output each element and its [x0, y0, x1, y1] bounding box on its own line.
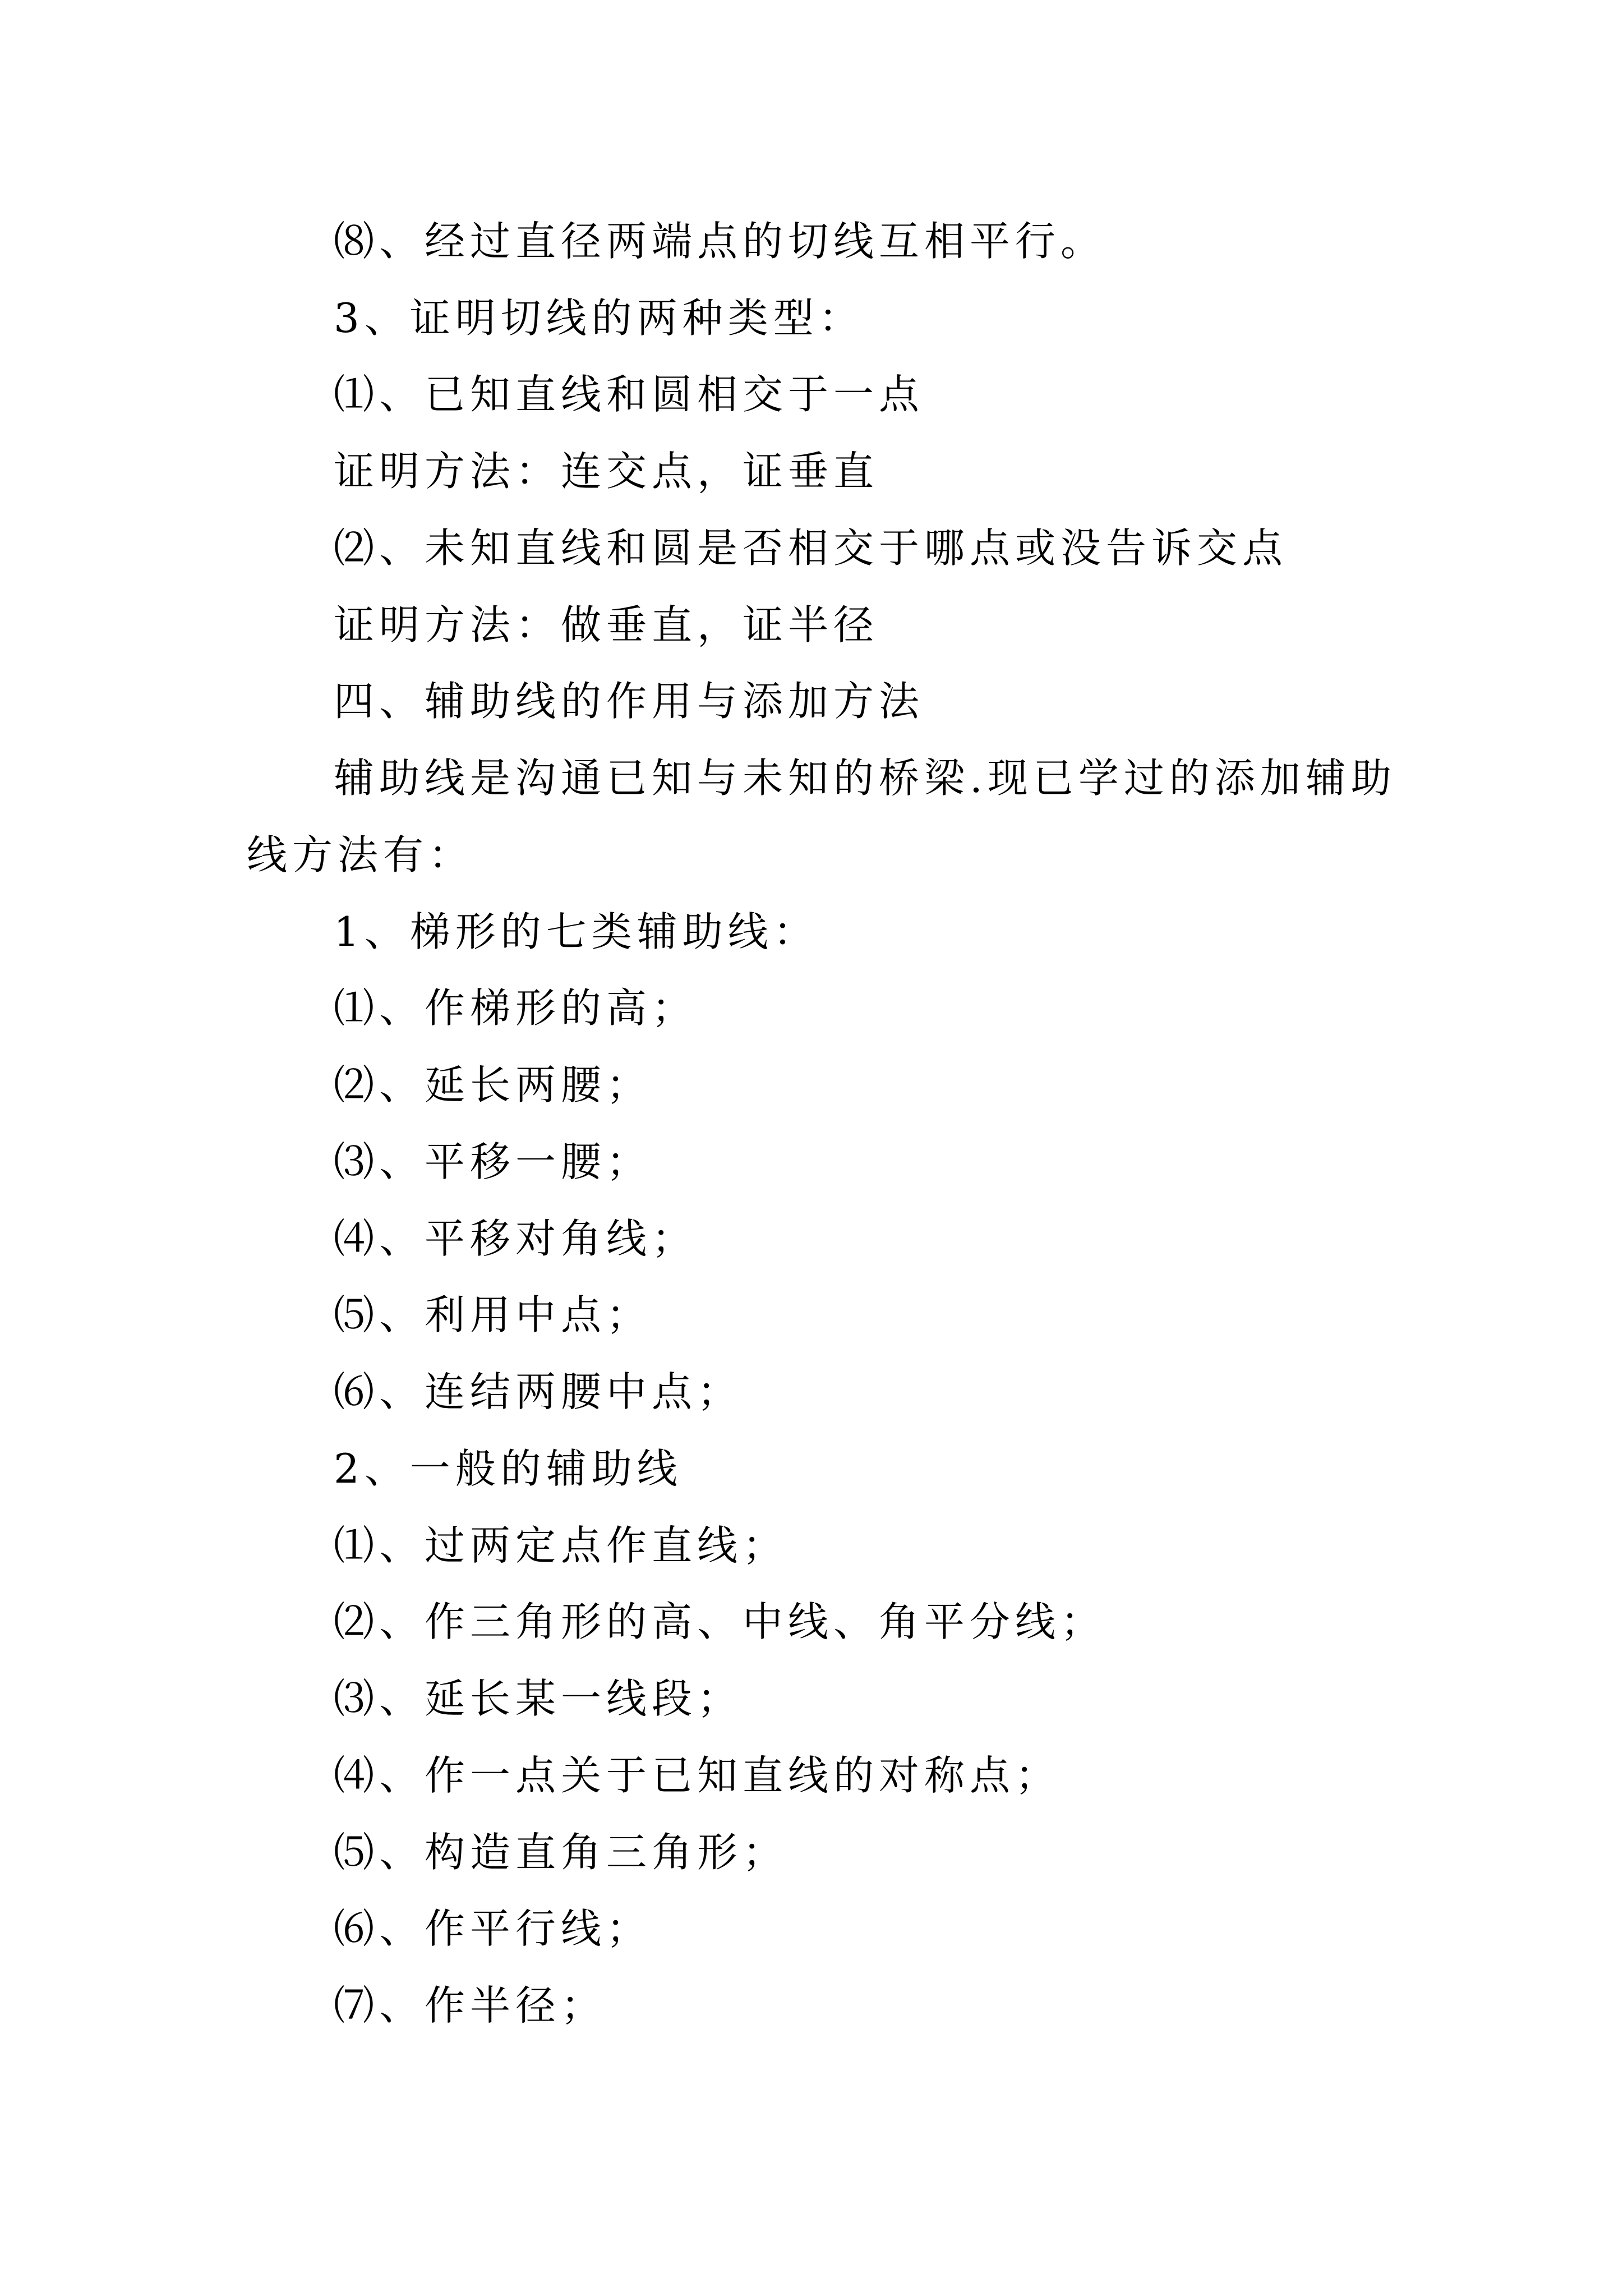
section-heading: 1、梯形的七类辅助线： [334, 908, 819, 955]
list-item: ⑴、过两定点作直线； [334, 1522, 789, 1569]
list-item: ⑵、延长两腰； [334, 1061, 652, 1108]
text-line: ⑵、未知直线和圆是否相交于哪点或没告诉交点 [334, 524, 1288, 572]
text-line: ⑴、已知直线和圆相交于一点 [334, 371, 925, 418]
text-line: 证明方法：连交点，证垂直 [334, 448, 879, 495]
paragraph-line: 线方法有： [247, 831, 474, 878]
list-item: ⑹、连结两腰中点； [334, 1368, 743, 1415]
list-item: ⑸、构造直角三角形； [334, 1829, 789, 1876]
section-heading: 2、一般的辅助线 [334, 1445, 683, 1492]
text-line: 证明方法：做垂直，证半径 [334, 601, 879, 648]
text-line: ⑻、经过直径两端点的切线互相平行。 [334, 218, 1106, 265]
list-item: ⑶、延长某一线段； [334, 1675, 743, 1722]
list-item: ⑷、平移对角线； [334, 1215, 698, 1262]
list-item: ⑷、作一点关于已知直线的对称点； [334, 1752, 1061, 1799]
list-item: ⑸、利用中点； [334, 1291, 652, 1338]
list-item: ⑹、作平行线； [334, 1905, 652, 1952]
section-heading: 3、证明切线的两种类型： [334, 295, 864, 342]
list-item: ⑶、平移一腰； [334, 1138, 652, 1185]
section-heading: 四、辅助线的作用与添加方法 [334, 678, 925, 725]
list-item: ⑺、作半径； [334, 1982, 607, 2029]
list-item: ⑵、作三角形的高、中线、角平分线； [334, 1598, 1106, 1645]
paragraph-line: 辅助线是沟通已知与未知的桥梁.现已学过的添加辅助 [334, 754, 1396, 802]
list-item: ⑴、作梯形的高； [334, 984, 698, 1032]
